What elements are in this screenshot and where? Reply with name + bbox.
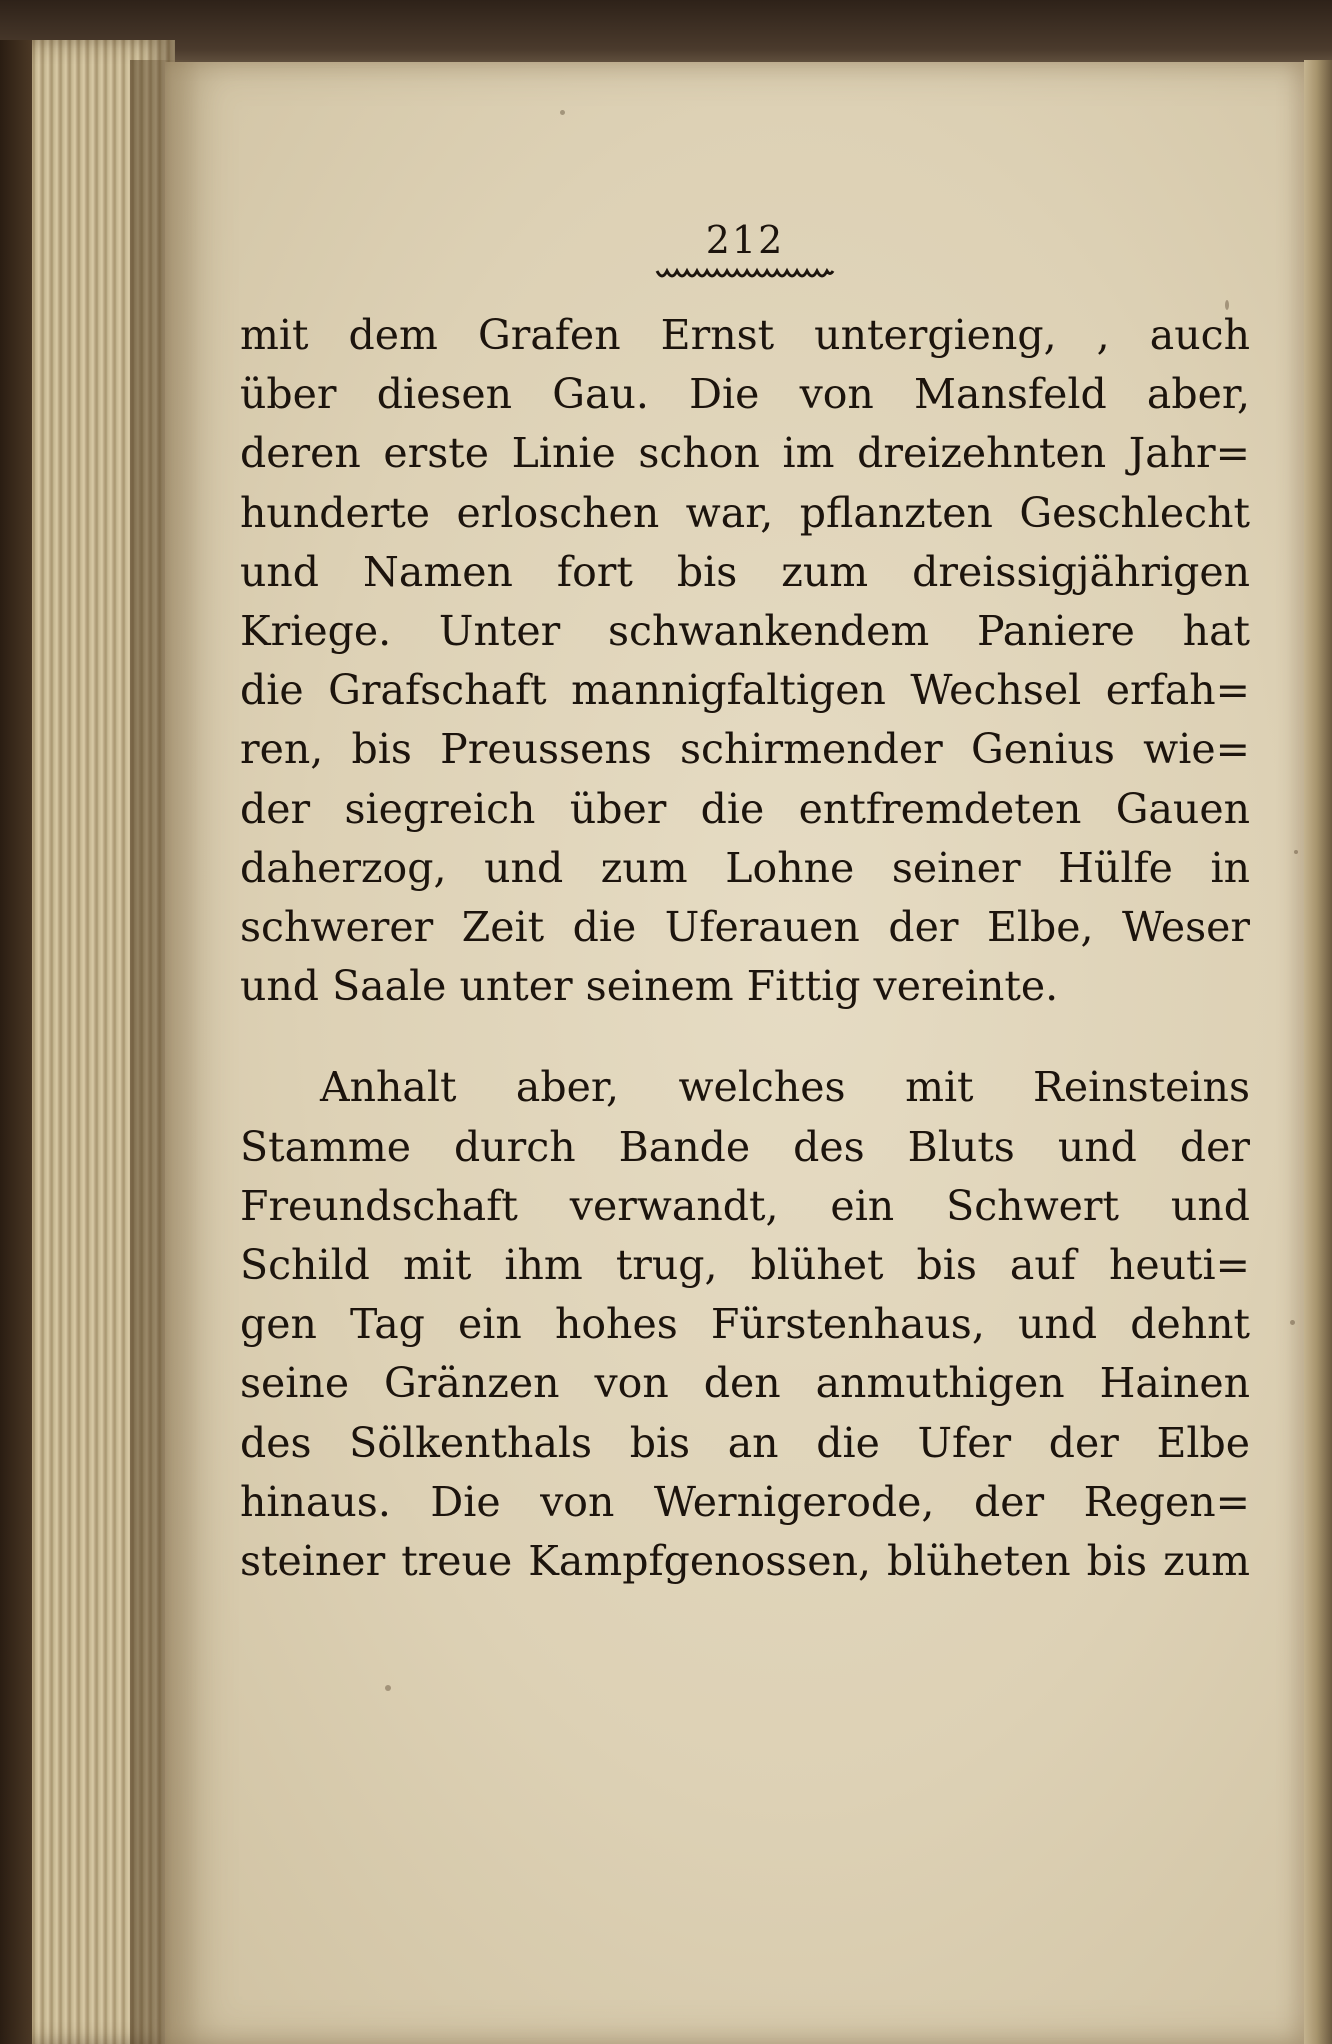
text-line: mit dem Grafen Ernst untergieng, , auch (240, 311, 1250, 359)
paper-speck (1294, 850, 1298, 854)
text-line: steiner treue Kampfgenossen, blüheten bis zum (240, 1537, 1250, 1586)
text-line: gen Tag ein hohes Fürstenhaus, und dehnt (240, 1300, 1250, 1349)
text-line: Freundschaft verwandt, ein Schwert und (240, 1181, 1250, 1230)
text-line: Anhalt aber, welches mit Reinsteins (320, 1063, 1250, 1112)
page-text-block (240, 218, 1250, 1591)
text-line: und Namen fort bis zum dreissigjährigen (240, 547, 1250, 596)
text-line: daherzog, und zum Lohne seiner Hülfe in (240, 843, 1250, 892)
text-line: über diesen Gau. Die von Mansfeld aber, (240, 370, 1250, 419)
paper-speck (1290, 1320, 1295, 1325)
paragraph-1 (240, 306, 1250, 1016)
book-cover-left (0, 40, 32, 2044)
text-line: der siegreich über die entfremdeten Gauen (240, 784, 1250, 833)
text-line: seine Gränzen von den anmuthigen Hainen (240, 1359, 1250, 1408)
text-line: ren, bis Preussens schirmender Genius wie= (240, 725, 1250, 774)
paragraph-2 (240, 1058, 1250, 1591)
text-line: des Sölkenthals bis an die Ufer der Elbe (240, 1418, 1250, 1467)
page-right-edge (1304, 60, 1332, 2044)
text-line: die Grafschaft mannigfaltigen Wechsel erfah= (240, 666, 1250, 715)
paper-speck (560, 110, 565, 115)
text-line: Kriege. Unter schwankendem Paniere hat (240, 607, 1250, 656)
text-line: Schild mit ihm trug, blühet bis auf heuti= (240, 1241, 1250, 1290)
text-line: und Saale unter seinem Fittig vereinte. (240, 962, 1059, 1011)
text-line: hunderte erloschen war, pflanzten Geschlecht (240, 488, 1250, 537)
wavy-rule-icon (655, 266, 835, 284)
text-line: schwerer Zeit die Uferauen der Elbe, Weser (240, 903, 1250, 952)
text-line: hinaus. Die von Wernigerode, der Regen= (240, 1477, 1250, 1526)
spine-shadow (130, 60, 200, 2044)
page-number: 212 (705, 218, 785, 262)
text-line: deren erste Linie schon im dreizehnten Jahr= (240, 429, 1250, 478)
text-line: Stamme durch Bande des Bluts und der (240, 1122, 1250, 1171)
paper-speck (385, 1685, 391, 1691)
